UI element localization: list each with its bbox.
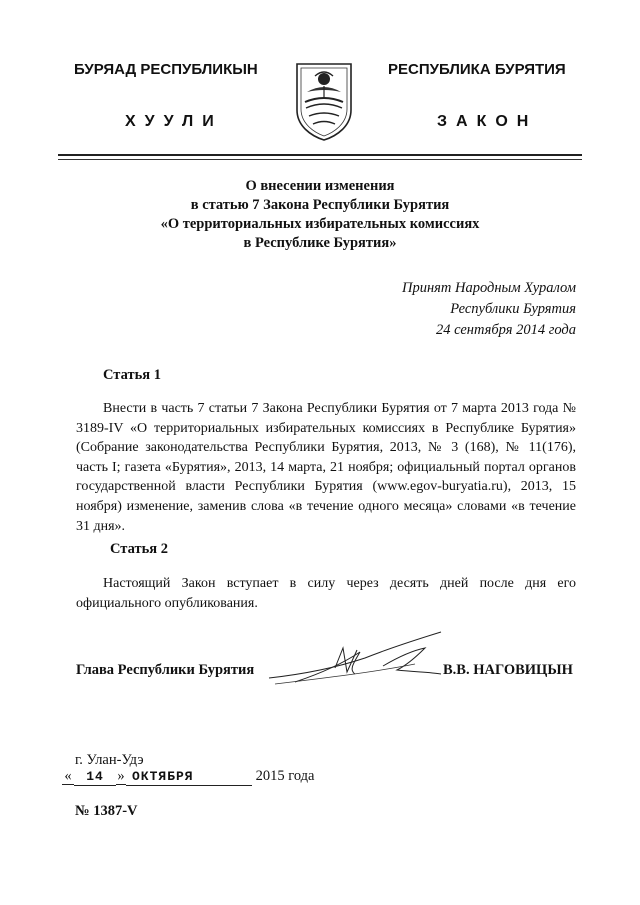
signatory-name: В.В. НАГОВИЦЫН bbox=[443, 662, 573, 678]
article-2-text: Настоящий Закон вступает в силу через десять дней после дня его официального опубликования. bbox=[76, 576, 576, 611]
adoption-note bbox=[402, 278, 576, 341]
header-right-title: РЕСПУБЛИКА БУРЯТИЯ bbox=[388, 61, 566, 78]
header-left-title: БУРЯАД РЕСПУБЛИКЫН bbox=[74, 61, 258, 78]
article-1-heading: Статья 1 bbox=[103, 367, 161, 383]
law-title bbox=[60, 177, 580, 253]
coat-of-arms-icon bbox=[293, 58, 355, 142]
adoption-line: Республики Бурятия bbox=[450, 301, 576, 317]
law-title-line: «О территориальных избирательных комиссиях bbox=[160, 216, 480, 232]
quote-close: » bbox=[117, 768, 125, 784]
signing-date bbox=[62, 768, 314, 786]
date-day: 14 bbox=[74, 769, 116, 786]
date-month: ОКТЯБРЯ bbox=[126, 769, 252, 786]
article-1-text: Внести в часть 7 статьи 7 Закона Республики Бурятия от 7 марта 2013 года № 3189-IV «О территориальных избирательных комиссиях в Республике Бурятия» (Собрание законодательства Республики Бурятия, 2013, № 3 (168), № 11(176), часть I; газета «Бурятия», 2013, 14 марта, 21 ноября; официальный портал органов государственной власти Республики Бурятия (www.egov-buryatia.ru), 2013, 15 ноября) изменение, заменив слова «в течение одного месяца» словами «в течение 31 дня». bbox=[76, 401, 576, 534]
adoption-line: Принят Народным Хуралом bbox=[401, 280, 576, 296]
article-2-heading: Статья 2 bbox=[110, 541, 168, 557]
header-right-subtitle: ЗАКОН bbox=[437, 113, 538, 130]
law-title-line: в Республике Бурятия» bbox=[243, 235, 397, 251]
city: г. Улан-Удэ bbox=[75, 752, 144, 768]
law-number: № 1387-V bbox=[75, 803, 138, 819]
quote-open: « bbox=[62, 768, 74, 785]
header-left-subtitle: ХУУЛИ bbox=[125, 113, 223, 130]
header-rule-thin bbox=[58, 159, 582, 160]
law-title-line: в статью 7 Закона Республики Бурятия bbox=[190, 197, 450, 213]
date-year: 2015 года bbox=[255, 768, 315, 784]
signatory-position: Глава Республики Бурятия bbox=[76, 662, 255, 678]
adoption-date: 24 сентября 2014 года bbox=[435, 322, 576, 338]
handwritten-signature bbox=[265, 628, 445, 688]
law-title-line: О внесении изменения bbox=[245, 178, 395, 194]
header-rule-thick bbox=[58, 154, 582, 156]
